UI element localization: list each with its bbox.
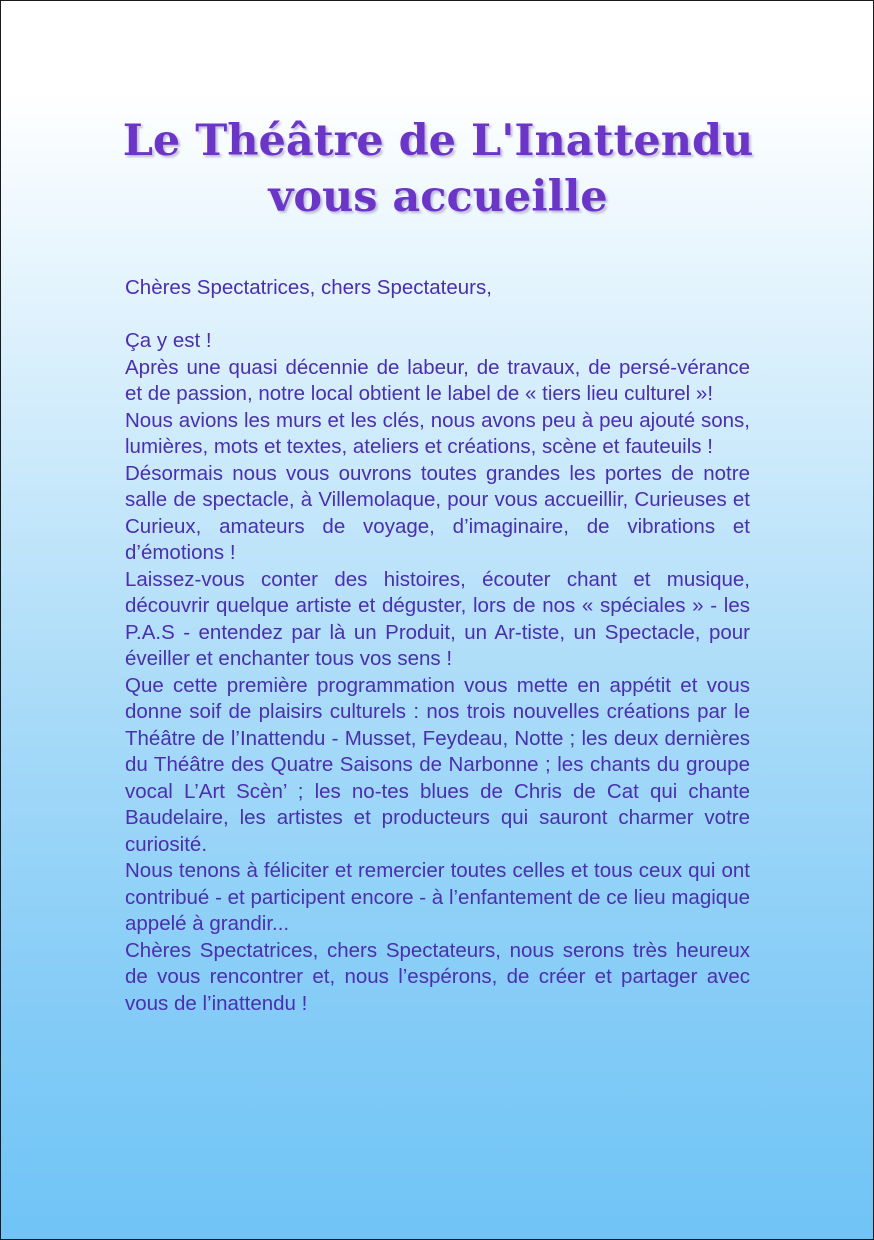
letter-paragraph: Que cette première programmation vous mette en appétit et vous donne soif de plaisirs culturels : nos trois nouvelles créations par le Théâtre de l’Inattendu - Musset, Feydeau, Notte ; les deux dernières du Théâtre des Quatre Saisons de Narbonne ; les chants du groupe vocal L’Art Scèn’ ; les no-tes blues de Chris de Cat qui chante Baudelaire, les artistes et producteurs qui sauront charmer votre curiosité. xyxy=(125,673,750,856)
letter-greeting: Chères Spectatrices, chers Spectateurs, xyxy=(125,276,492,299)
letter-paragraph: Désormais nous vous ouvrons toutes grandes les portes de notre salle de spectacle, à Villemolaque, pour vous accueillir, Curieuses et Curieux, amateurs de voyage, d’imaginaire, de vibrations et d’émotions ! xyxy=(125,461,750,564)
letter-opening: Ça y est ! xyxy=(125,329,212,352)
letter-paragraph: Laissez-vous conter des histoires, écouter chant et musique, découvrir quelque artiste et déguster, lors de nos « spéciales » - les P.A.S - entendez par là un Produit, un Ar-tiste, un Spectacle, pour éveiller et enchanter tous vos sens ! xyxy=(125,567,750,670)
title-line-2: vous accueille xyxy=(268,172,608,222)
page-title xyxy=(1,113,874,225)
title-line-1: Le Théâtre de L'Inattendu xyxy=(122,116,754,166)
letter-paragraph: Nous tenons à féliciter et remercier toutes celles et tous ceux qui ont contribué - et participent encore - à l’enfantement de ce lieu magique appelé à grandir... xyxy=(125,859,750,935)
letter-closing: Chères Spectatrices, chers Spectateurs, nous serons très heureux de vous rencontrer et, nous l’espérons, de créer et partager avec vous de l’inattendu ! xyxy=(125,938,750,1015)
letter-paragraph: Nous avions les murs et les clés, nous avons peu à peu ajouté sons, lumières, mots et textes, ateliers et créations, scène et fauteuils ! xyxy=(125,408,750,458)
letter-body xyxy=(125,275,750,1017)
letter-paragraph: Après une quasi décennie de labeur, de travaux, de persé-vérance et de passion, notre local obtient le label de « tiers lieu culturel »! xyxy=(125,355,750,405)
